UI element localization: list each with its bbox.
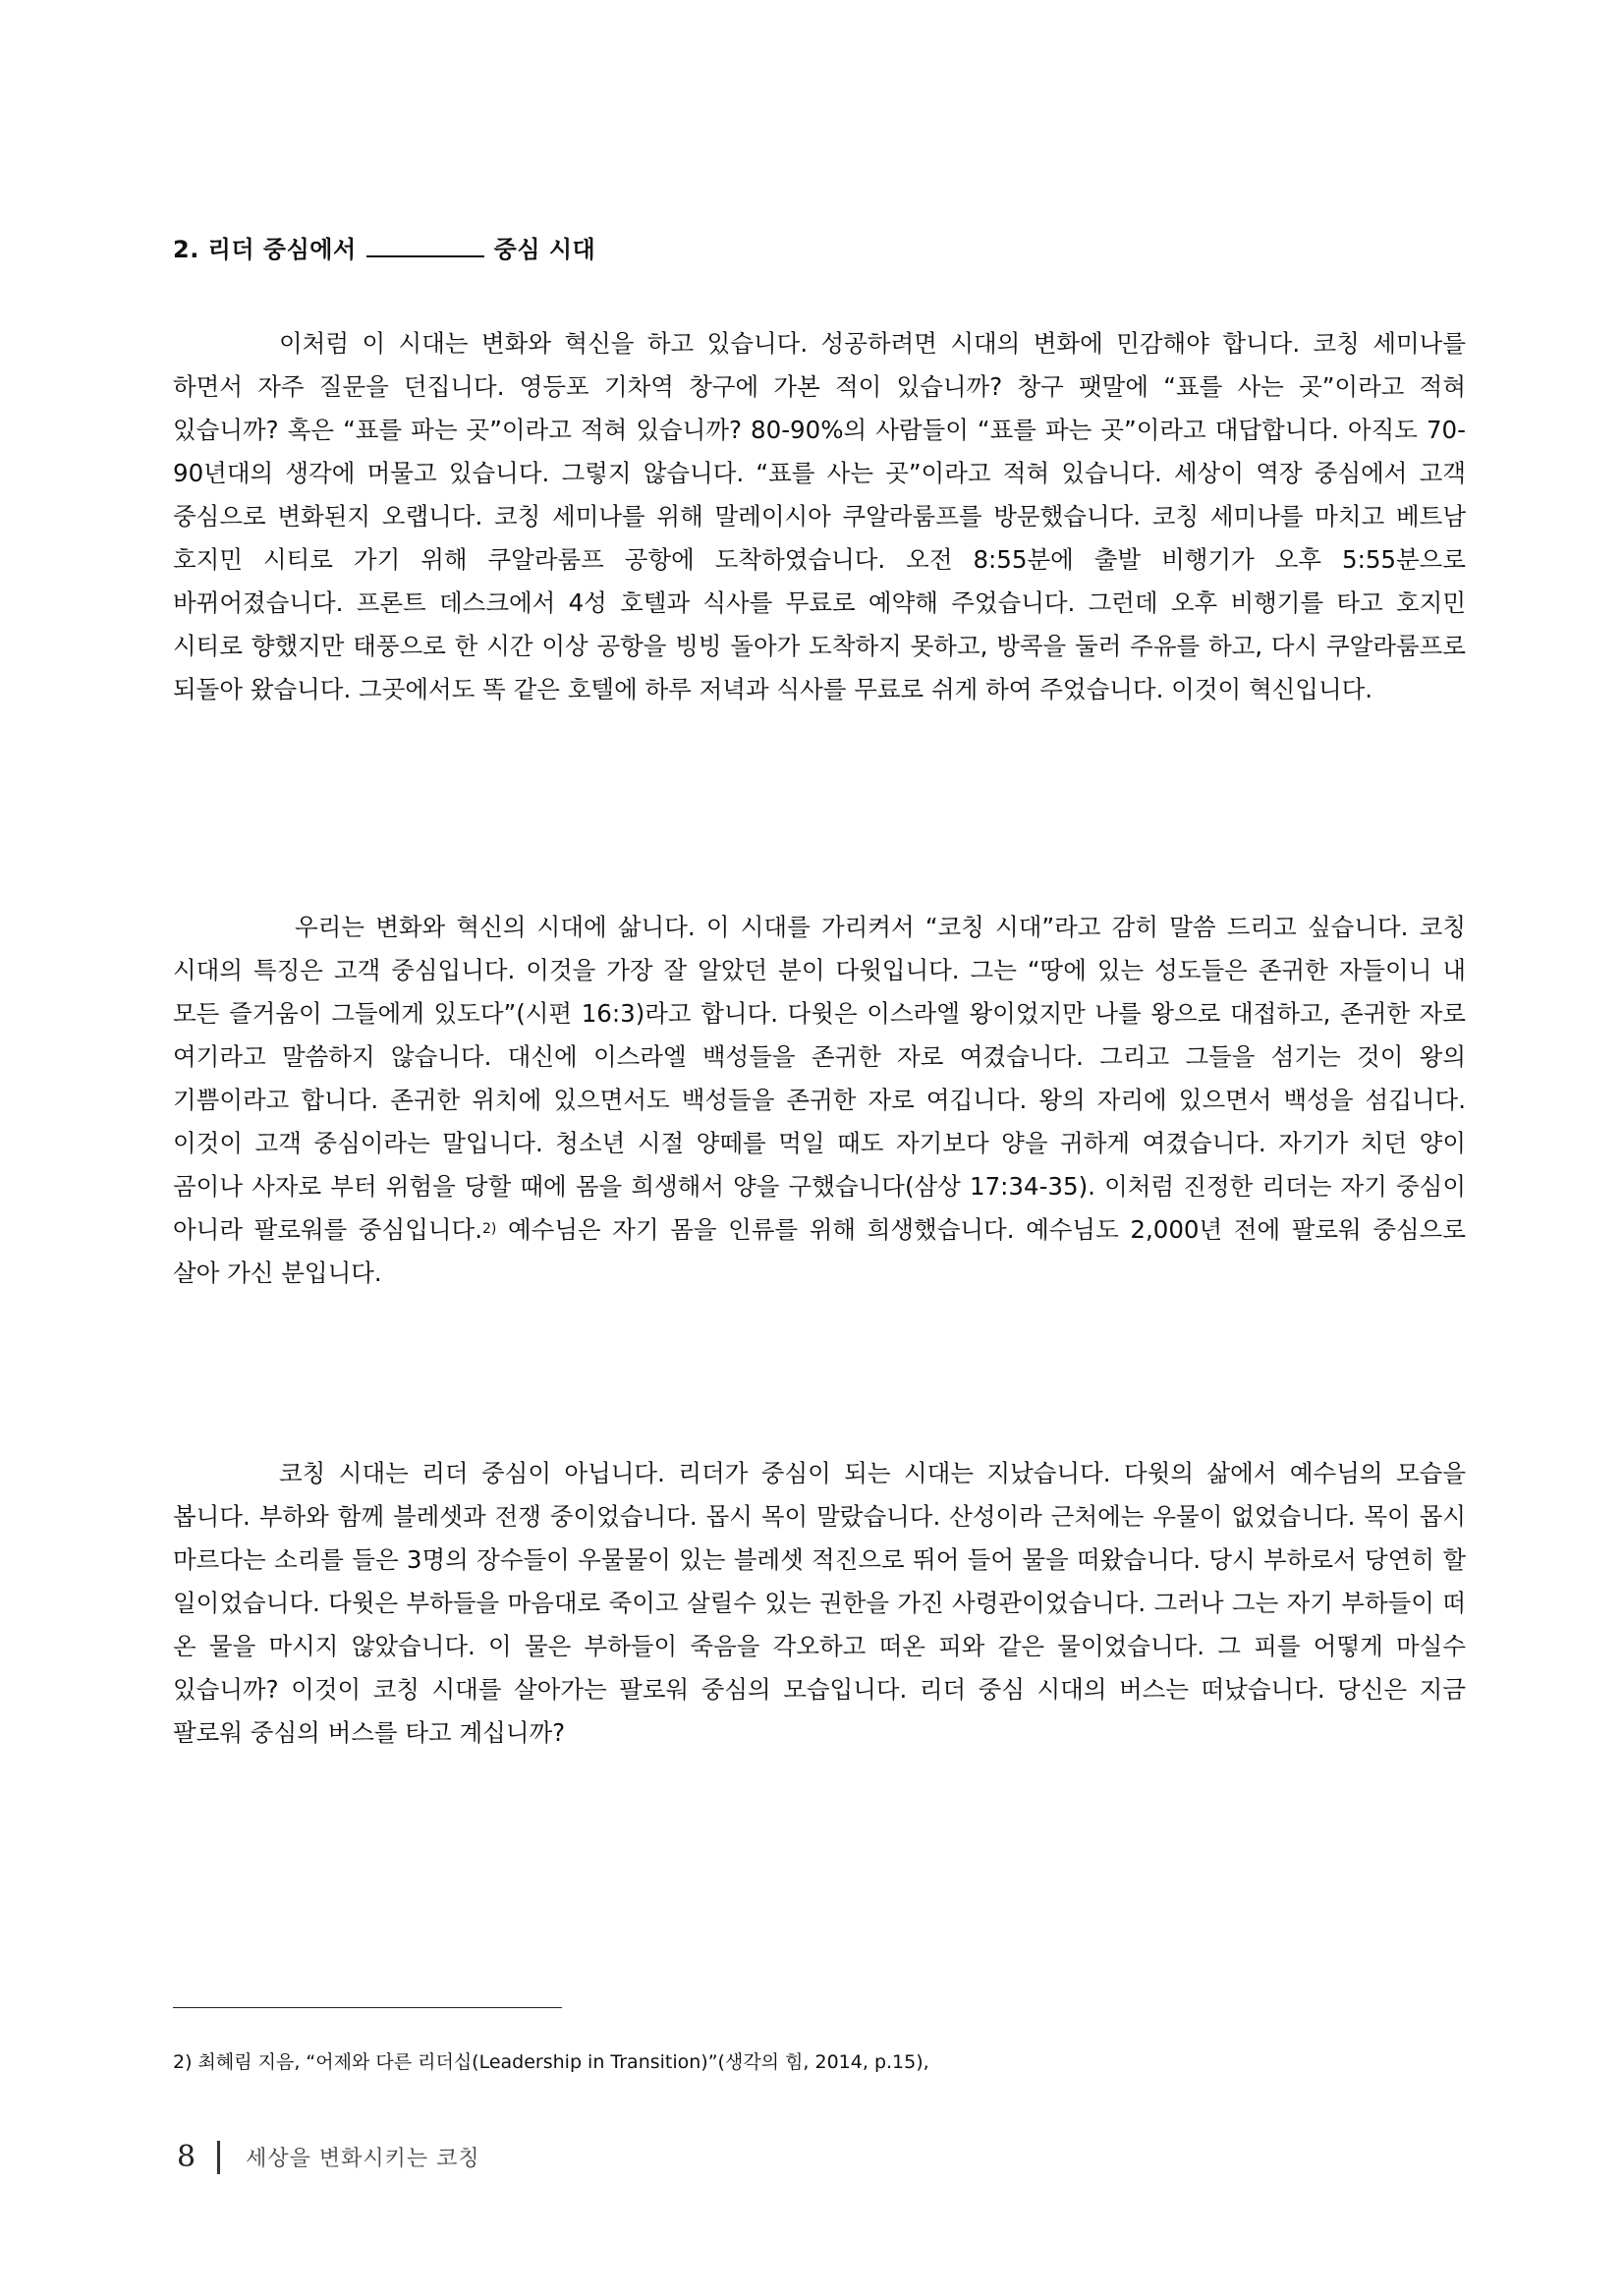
running-title: 세상을 변화시키는 코칭: [246, 2147, 480, 2171]
footnote-reference: 2): [482, 1221, 497, 1237]
heading-blank-line: [366, 238, 484, 257]
paragraph-3: 코칭 시대는 리더 중심이 아닙니다. 리더가 중심이 되는 시대는 지났습니다. 다윗의 삶에서 예수님의 모습을 봅니다. 부하와 함께 블레셋과 전쟁 중이었습니다. 몹시 목이 말랐습니다. 산성이라 근처에는 우물이 없었습니다. 목이 몹시 마르다는 소리를 들은 3명의 장수들이 우물물이 있는 블레셋 적진으로 뛰어 들어 물을 떠왔습니다. 당시 부하로서 당연히 할 일이었습니다. 다윗은 부하들을 마음대로 죽이고 살릴수 있는 권한을 가진 사령관이었습니다. 그러나 그는 자기 부하들이 떠 온 물을 마시지 않았습니다. 이 물은 부하들이 죽음을 각오하고 떠온 피와 같은 물이었습니다. 그 피를 어떻게 마실수 있습니까? 이것이 코칭 시대를 살아가는 팔로워 중심의 모습입니다. 리더 중심 시대의 버스는 떠났습니다. 당신은 지금 팔로워 중심의 버스를 타고 계십니까?: [173, 1459, 1466, 1747]
footnote-divider: [173, 2007, 562, 2008]
paragraph-1: 이처럼 이 시대는 변화와 혁신을 하고 있습니다. 성공하려면 시대의 변화에 민감해야 합니다. 코칭 세미나를 하면서 자주 질문을 던집니다. 영등포 기차역 창구에 가본 적이 있습니까? 창구 팻말에 “표를 사는 곳”이라고 적혀 있습니까? 혹은 “표를 파는 곳”이라고 적혀 있습니까? 80-90%의 사람들이 “표를 파는 곳”이라고 대답합니다. 아직도 70-90년대의 생각에 머물고 있습니다. 그렇지 않습니다. “표를 사는 곳”이라고 적혀 있습니다. 세상이 역장 중심에서 고객 중심으로 변화된지 오랩니다. 코칭 세미나를 위해 말레이시아 쿠알라룸프를 방문했습니다. 코칭 세미나를 마치고 베트남 호지민 시티로 가기 위해 쿠알라룸프 공항에 도착하였습니다. 오전 8:55분에 출발 비행기가 오후 5:55분으로 바뀌어졌습니다. 프론트 데스크에서 4성 호텔과 식사를 무료로 예약해 주었습니다. 그런데 오후 비행기를 타고 호지민 시티로 향했지만 태풍으로 한 시간 이상 공항을 빙빙 돌아가 도착하지 못하고, 방콕을 둘러 주유를 하고, 다시 쿠알라룸프로 되돌아 왔습니다. 그곳에서도 똑 같은 호텔에 하루 저녁과 식사를 무료로 쉬게 하여 주었습니다. 이것이 혁신입니다.: [173, 329, 1466, 703]
footer-divider: [217, 2141, 220, 2174]
section-heading: [173, 230, 595, 264]
page-footer: [177, 2140, 480, 2174]
page-number: 8: [177, 2140, 196, 2174]
paragraph-2-text-continued: 예수님은 자기 몸을 인류를 위해 희생했습니다. 예수님도 2,000년 전에 팔로워 중심으로 살아 가신 분입니다.: [173, 1215, 1466, 1287]
footnote: 2) 최혜림 지음, “어제와 다른 리더십(Leadership in Transition)”(생각의 힘, 2014, p.15),: [173, 2051, 929, 2073]
heading-suffix: 중심 시대: [493, 236, 596, 263]
paragraph-2-text: 우리는 변화와 혁신의 시대에 삶니다. 이 시대를 가리켜서 “코칭 시대”라고 감히 말씀 드리고 싶습니다. 코칭 시대의 특징은 고객 중심입니다. 이것을 가장 잘 알았던 분이 다윗입니다. 그는 “땅에 있는 성도들은 존귀한 자들이니 내 모든 즐거움이 그들에게 있도다”(시편 16:3)라고 합니다. 다윗은 이스라엘 왕이었지만 나를 왕으로 대접하고, 존귀한 자로 여기라고 말씀하지 않습니다. 대신에 이스라엘 백성들을 존귀한 자로 여겼습니다. 그리고 그들을 섬기는 것이 왕의 기쁨이라고 합니다. 존귀한 위치에 있으면서도 백성들을 존귀한 자로 여깁니다. 왕의 자리에 있으면서 백성을 섬깁니다. 이것이 고객 중심이라는 말입니다. 청소년 시절 양떼를 먹일 때도 자기보다 양을 귀하게 여겼습니다. 자기가 치던 양이 곰이나 사자로 부터 위험을 당할 때에 몸을 희생해서 양을 구했습니다(삼상 17:34-35). 이처럼 진정한 리더는 자기 중심이 아니라 팔로워를 중심입니다.: [173, 913, 1466, 1244]
heading-prefix: 2. 리더 중심에서: [173, 236, 357, 263]
paragraph-2: [173, 906, 1466, 1295]
